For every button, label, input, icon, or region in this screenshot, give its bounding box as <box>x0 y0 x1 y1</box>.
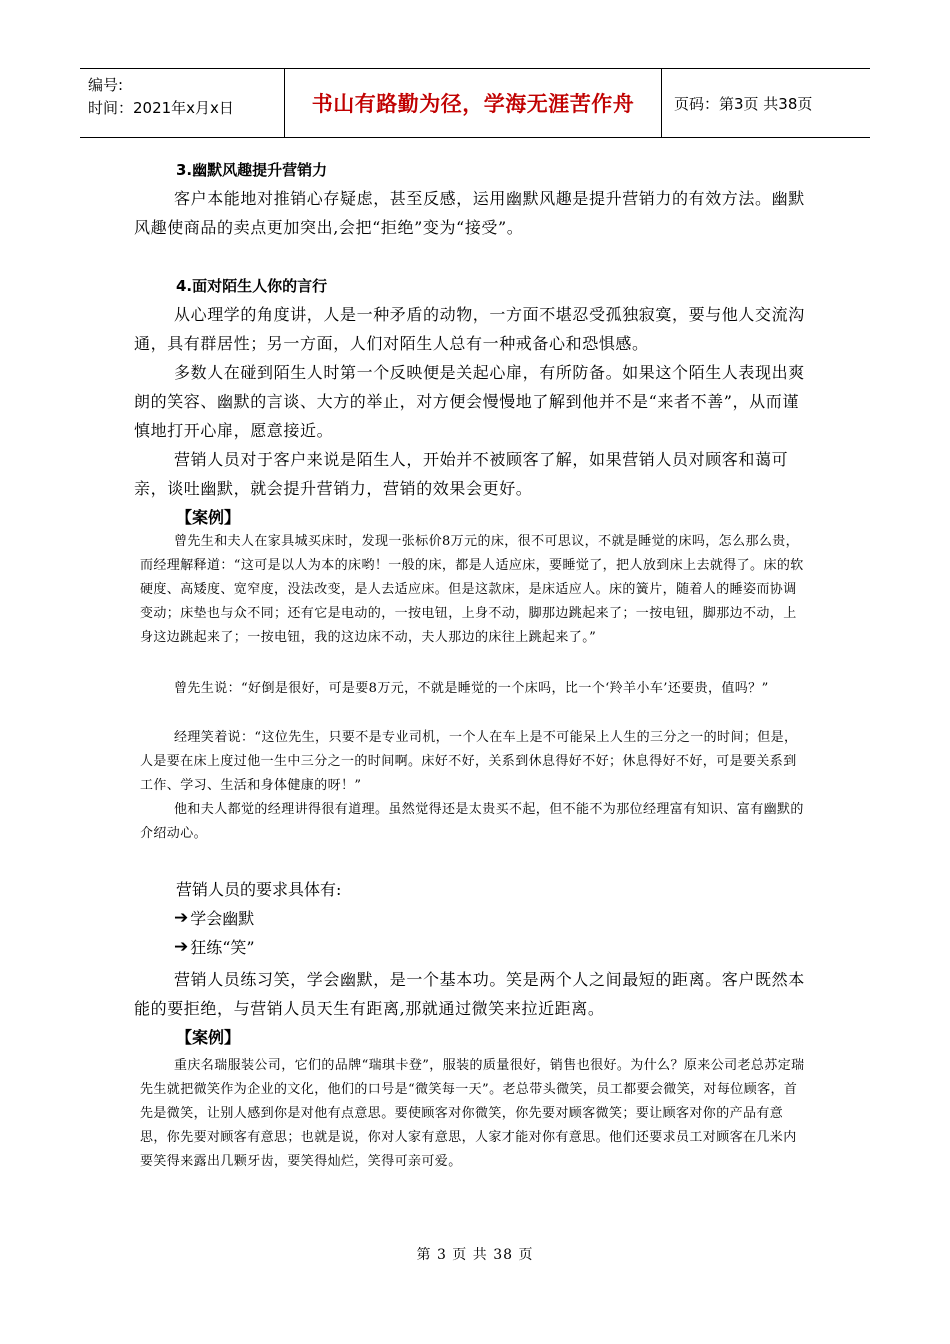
case1-label: 【案例】 <box>176 508 241 527</box>
bullet-text: 狂练“笑” <box>190 938 255 957</box>
section4-paragraph-1: 从心理学的角度讲，人是一种矛盾的动物，一方面不堪忍受孤独寂寞，要与他人交流沟通，具有群居性；另一方面，人们对陌生人总有一种戒备心和恐惧感。 <box>134 305 805 353</box>
right-arrow-icon: ➔ <box>174 907 189 928</box>
section3-paragraph: 客户本能地对推销心存疑虑，甚至反感，运用幽默风趣是提升营销力的有效方法。幽默风趣使商品的卖点更加突出,会把“拒绝”变为“接受”。 <box>134 189 805 237</box>
requirements-intro: 营销人员的要求具体有: <box>176 880 342 899</box>
bullet-text: 学会幽默 <box>190 909 255 928</box>
case2-label: 【案例】 <box>176 1028 241 1047</box>
bullet-item <box>174 935 255 958</box>
time-label: 时间：2021年x月x日 <box>88 99 234 117</box>
header-page-info: 页码：第3页 共38页 <box>674 94 813 113</box>
case2-paragraph: 重庆名瑞服装公司，它们的品牌“瑞琪卡登”，服装的质量很好，销售也很好。为什么？原来公司老总苏定瑞先生就把微笑作为企业的文化，他们的口号是“微笑每一天”。老总带头微笑，员工都要会微笑，对每位顾客，首先是微笑，让别人感到你是对他有点意思。要使顾客对你微笑，你先要对顾客微笑；要让顾客对你的产品有意思，你先要对顾客有意思；也就是说，你对人家有意思，人家才能对你有意思。他们还要求员工对顾客在几米内要笑得来露出几颗牙齿，要笑得灿烂，笑得可亲可爱。 <box>140 1058 805 1169</box>
section4-title: 4.面对陌生人你的言行 <box>176 277 328 295</box>
case1-paragraph-1: 曾先生和夫人在家具城买床时，发现一张标价8万元的床，很不可思议，不就是睡觉的床吗，怎么那么贵，而经理解释道：“这可是以人为本的床哟！一般的床，都是人适应床，要睡觉了，把人放到床上去就得了。床的软硬度、高矮度、宽窄度，没法改变，是人去适应床。但是这款床，是床适应人。床的簧片，随着人的睡姿而协调变动；床垫也与众不同；还有它是电动的，一按电钮，上身不动，脚那边跳起来了；一按电钮，脚那边不动，上身这边跳起来了；一按电钮，我的这边床不动，夫人那边的床往上跳起来了。” <box>140 534 804 645</box>
section4-paragraph-3: 营销人员对于客户来说是陌生人，开始并不被顾客了解，如果营销人员对顾客和蔼可亲，谈吐幽默，就会提升营销力，营销的效果会更好。 <box>134 450 789 498</box>
header-meta <box>80 69 284 137</box>
case1-paragraph-3: 经理笑着说：“这位先生，只要不是专业司机，一个人在车上是不可能呆上人生的三分之一的时间；但是，人是要在床上度过他一生中三分之一的时间啊。床好不好，关系到休息得好不好；休息得好不好，可是要关系到工作、学习、生活和身体健康的呀！” <box>140 730 798 793</box>
section4-paragraph-2: 多数人在碰到陌生人时第一个反映便是关起心扉，有所防备。如果这个陌生人表现出爽朗的笑容、幽默的言谈、大方的举止，对方便会慢慢地了解到他并不是“来者不善”，从而谨慎地打开心扉，愿意接近。 <box>134 363 805 440</box>
header-motto: 书山有路勤为径，学海无涯苦作舟 <box>284 69 662 137</box>
case1-paragraph-4: 他和夫人都觉的经理讲得很有道理。虽然觉得还是太贵买不起，但不能不为那位经理富有知识、富有幽默的介绍动心。 <box>140 802 804 841</box>
requirements-paragraph: 营销人员练习笑，学会幽默，是一个基本功。笑是两个人之间最短的距离。客户既然本能的要拒绝，与营销人员天生有距离,那就通过微笑来拉近距离。 <box>134 970 805 1018</box>
page-footer: 第 3 页 共 38 页 <box>416 1247 534 1263</box>
section3-title: 3.幽默风趣提升营销力 <box>176 161 328 179</box>
right-arrow-icon: ➔ <box>174 936 189 957</box>
number-label: 编号: <box>88 76 124 94</box>
page-header <box>80 68 870 138</box>
bullet-item <box>174 906 254 929</box>
case1-paragraph-2: 曾先生说：“好倒是很好，可是要8万元，不就是睡觉的一个床吗，比一个‘羚羊小车’还要贵，值吗？” <box>174 681 769 696</box>
